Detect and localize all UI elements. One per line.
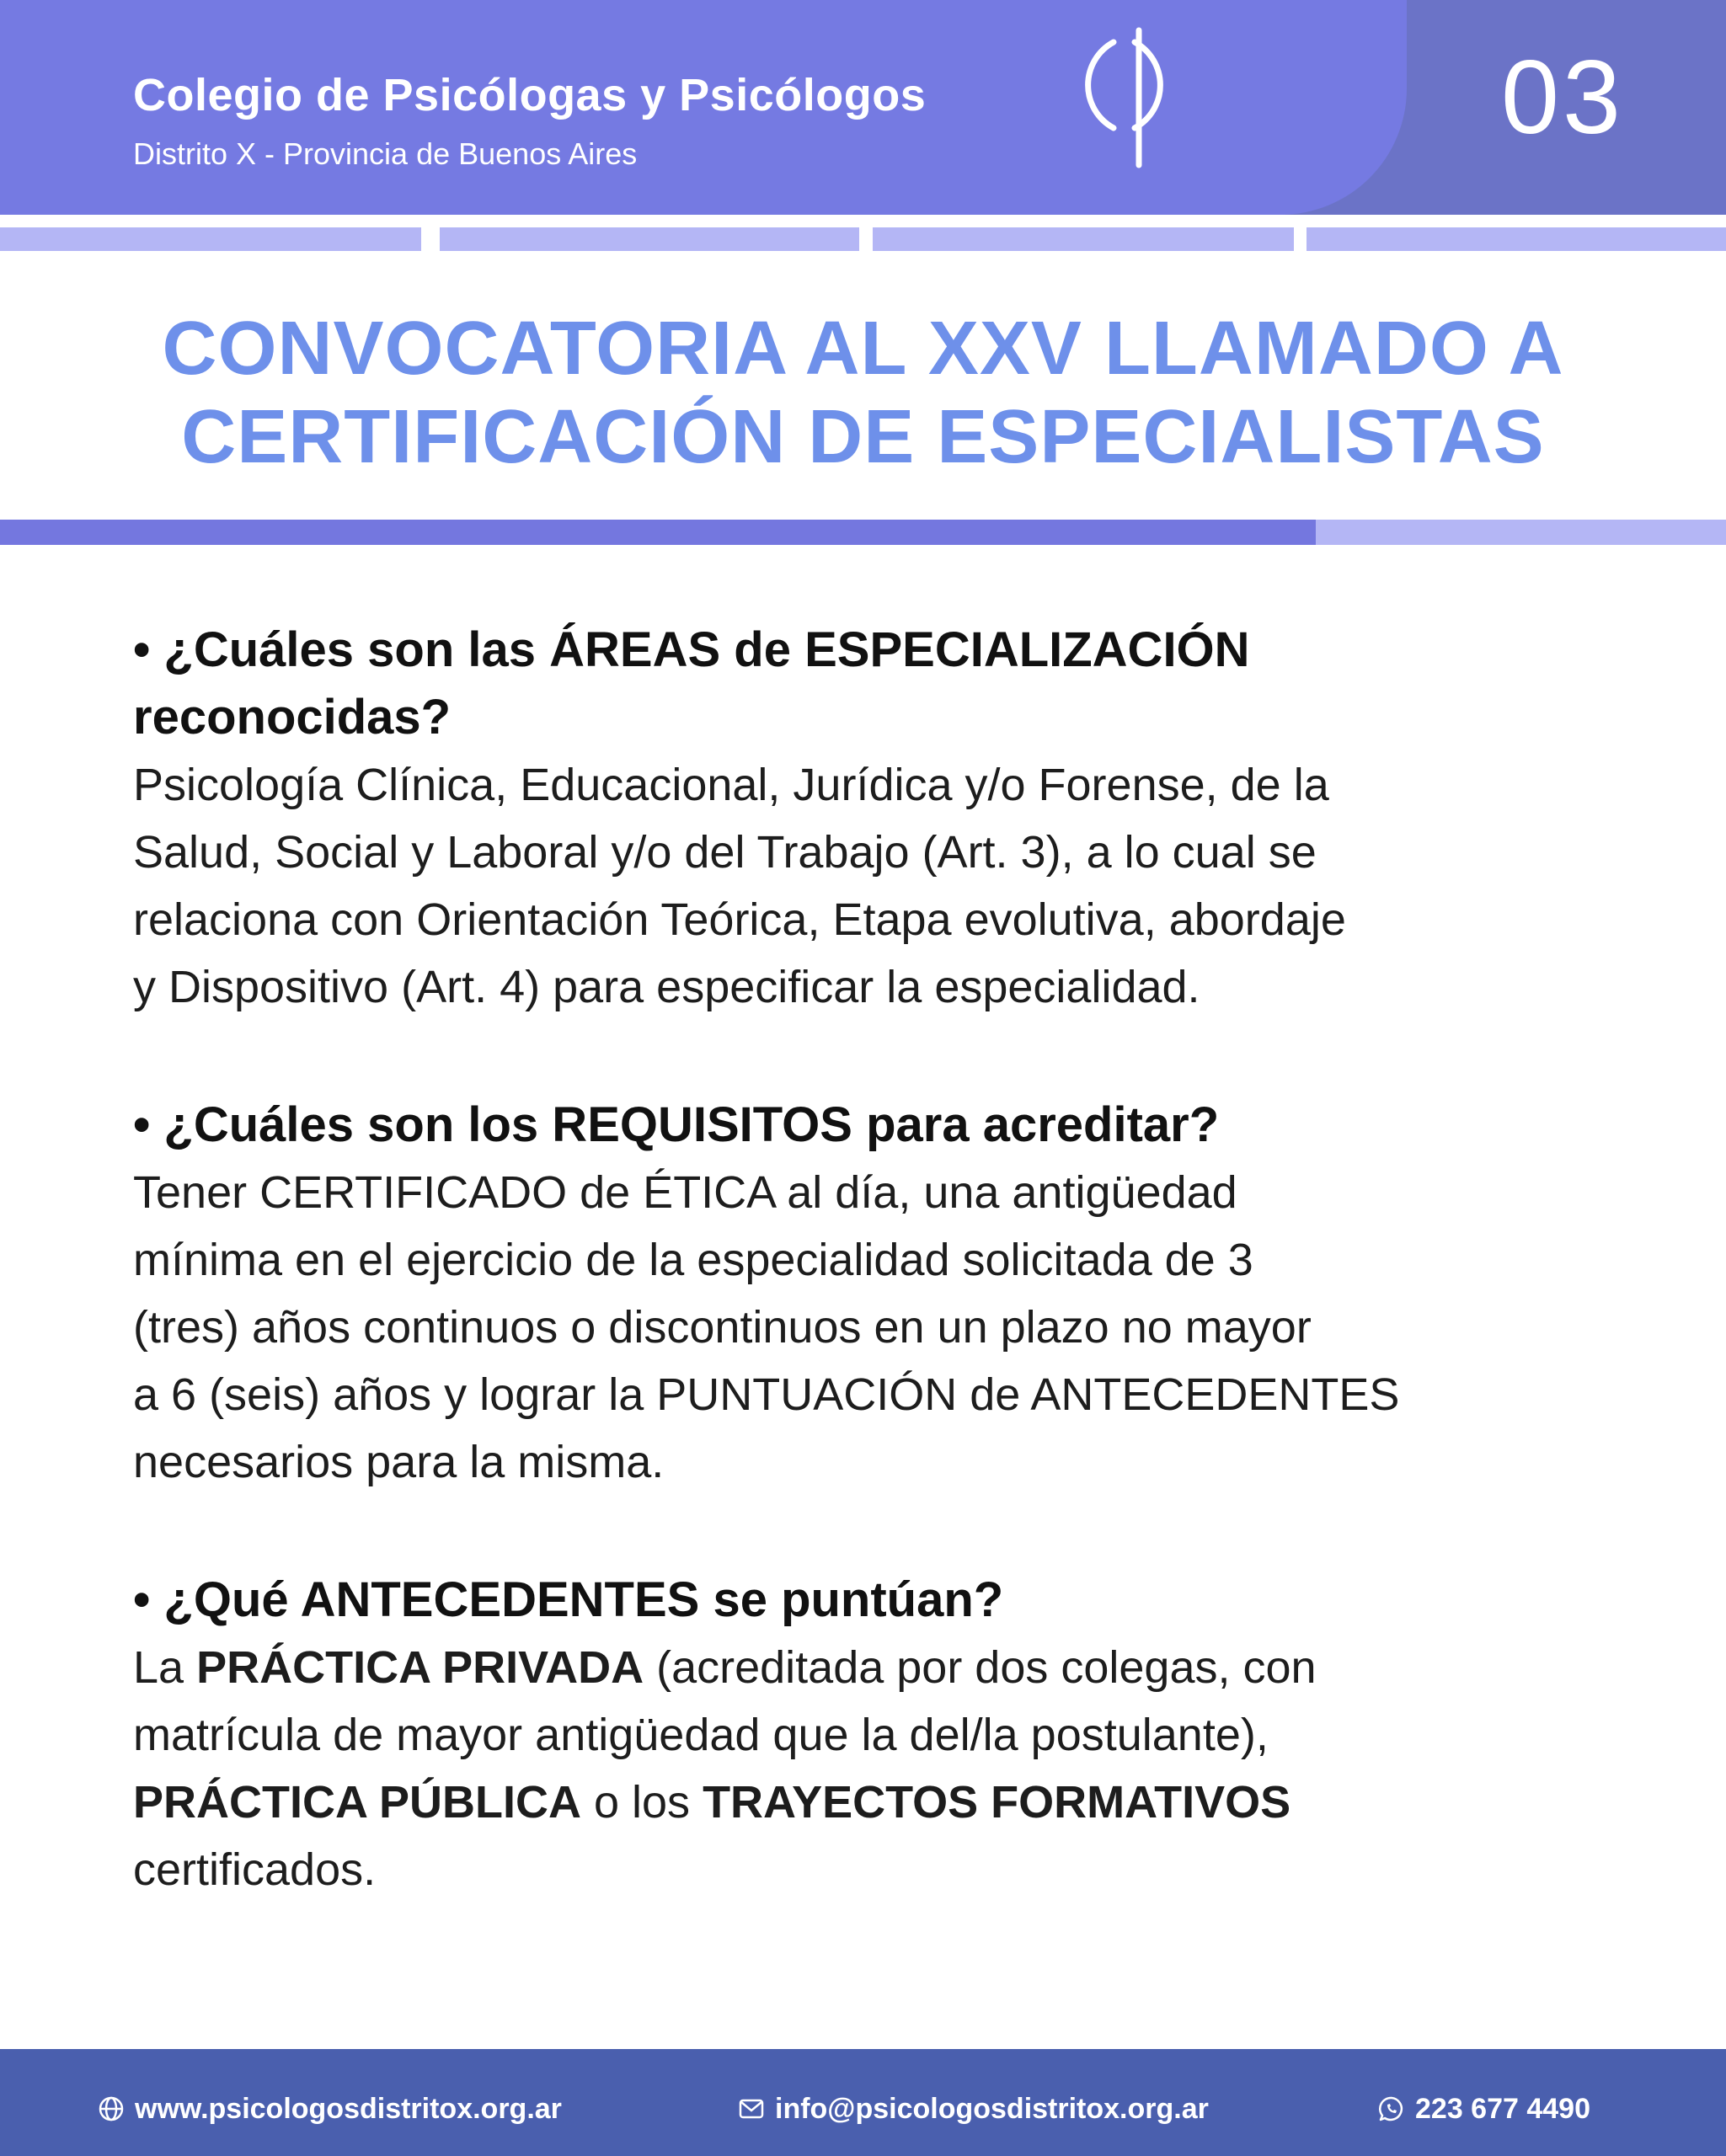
section-areas <box>133 616 1599 1021</box>
footer-website[interactable] <box>98 2092 562 2126</box>
answer-emphasis: PRÁCTICA PRIVADA <box>196 1642 644 1693</box>
title-line: CONVOCATORIA AL XXV LLAMADO A <box>162 307 1564 391</box>
page-title <box>0 305 1726 482</box>
email-link[interactable]: info@psicologosdistritox.org.ar <box>775 2092 1209 2125</box>
question-line: reconocidas? <box>133 690 452 744</box>
section-answer <box>133 1159 1599 1496</box>
psi-logo-icon <box>1055 24 1206 171</box>
answer-line: necesarios para la misma. <box>133 1437 665 1487</box>
answer-line <box>133 1769 1599 1836</box>
footer-phone[interactable] <box>1378 2092 1590 2126</box>
website-link[interactable]: www.psicologosdistritox.org.ar <box>135 2092 562 2125</box>
title-divider-accent <box>1316 520 1726 545</box>
section-question <box>133 1566 1599 1634</box>
section-question <box>133 616 1599 751</box>
answer-text: (acreditada por dos colegas, con <box>644 1642 1317 1693</box>
section-question <box>133 1091 1599 1159</box>
answer-line: relaciona con Orientación Teórica, Etapa evolutiva, abordaje <box>133 894 1346 945</box>
section-answer <box>133 1634 1599 1903</box>
answer-emphasis: TRAYECTOS FORMATIVOS <box>703 1777 1291 1828</box>
header-stripe <box>873 227 1294 251</box>
answer-line: Salud, Social y Laboral y/o del Trabajo (Art. 3), a lo cual se <box>133 827 1317 878</box>
answer-line: certificados. <box>133 1844 377 1895</box>
page-number: 03 <box>1501 40 1624 156</box>
answer-line: y Dispositivo (Art. 4) para especificar la especialidad. <box>133 962 1200 1012</box>
answer-line: Psicología Clínica, Educacional, Jurídica y/o Forense, de la <box>133 760 1329 810</box>
answer-text: La <box>133 1642 197 1693</box>
phone-number[interactable]: 223 677 4490 <box>1415 2092 1590 2125</box>
footer-email[interactable] <box>738 2092 1209 2126</box>
answer-line <box>133 1634 1599 1701</box>
answer-line: Tener CERTIFICADO de ÉTICA al día, una antigüedad <box>133 1167 1237 1218</box>
answer-line: matrícula de mayor antigüedad que la del/la postulante), <box>133 1710 1269 1760</box>
question-line: • ¿Cuáles son los REQUISITOS para acreditar? <box>133 1097 1220 1152</box>
header-stripe <box>1307 227 1726 251</box>
section-antecedentes <box>133 1566 1599 1903</box>
main-content <box>133 616 1599 1974</box>
answer-line: (tres) años continuos o discontinuos en un plazo no mayor <box>133 1302 1312 1353</box>
answer-line: a 6 (seis) años y lograr la PUNTUACIÓN de ANTECEDENTES <box>133 1369 1400 1420</box>
section-requisitos <box>133 1091 1599 1496</box>
answer-emphasis: PRÁCTICA PÚBLICA <box>133 1777 581 1828</box>
mail-icon <box>738 2095 765 2122</box>
question-line: • ¿Qué ANTECEDENTES se puntúan? <box>133 1572 1004 1627</box>
title-divider <box>0 520 1316 545</box>
question-line: • ¿Cuáles son las ÁREAS de ESPECIALIZACIÓN <box>133 622 1250 677</box>
answer-line: mínima en el ejercicio de la especialidad solicitada de 3 <box>133 1235 1253 1285</box>
whatsapp-icon <box>1378 2095 1405 2122</box>
title-line: CERTIFICACIÓN DE ESPECIALISTAS <box>181 395 1545 479</box>
section-answer <box>133 751 1599 1021</box>
header-stripe <box>440 227 859 251</box>
header-stripe <box>0 227 421 251</box>
globe-icon <box>98 2095 125 2122</box>
organization-subtitle: Distrito X - Provincia de Buenos Aires <box>133 136 638 171</box>
organization-name: Colegio de Psicólogas y Psicólogos <box>133 70 927 120</box>
answer-text: o los <box>580 1777 703 1828</box>
